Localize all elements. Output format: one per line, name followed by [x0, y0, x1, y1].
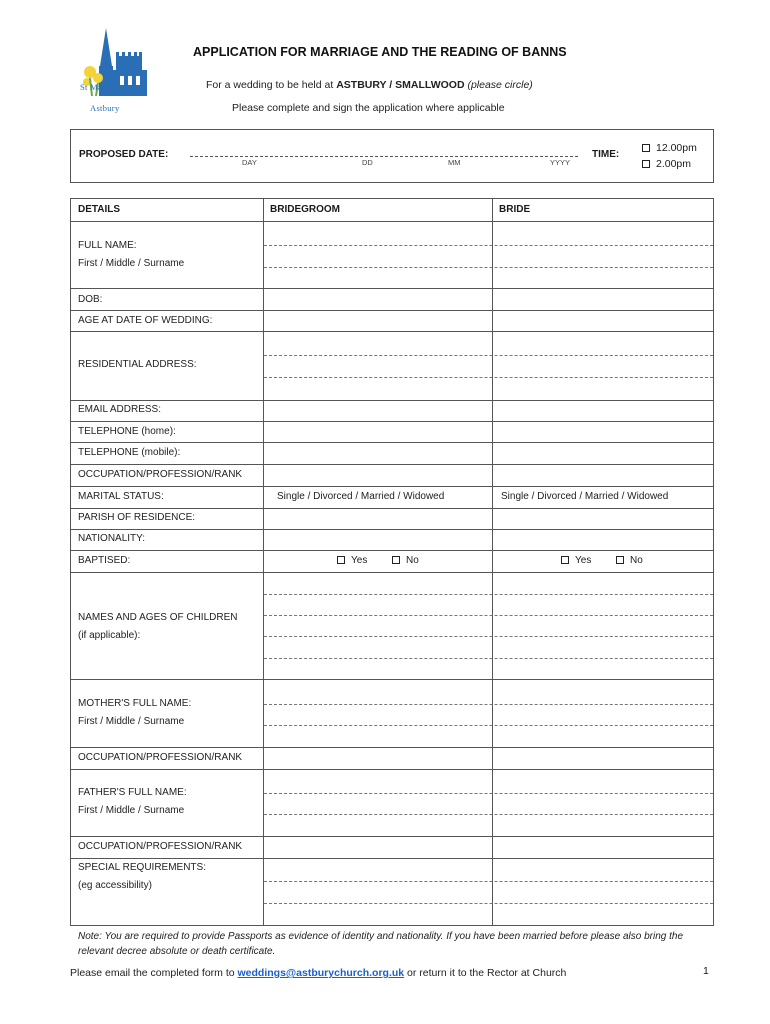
column-header-bridegroom: BRIDEGROOM [270, 204, 340, 215]
details-table [70, 198, 714, 926]
checkbox-icon[interactable] [337, 556, 345, 564]
proposed-date-label: PROPOSED DATE: [79, 149, 169, 160]
checkbox-icon[interactable] [616, 556, 624, 564]
date-day-label: DAY [242, 158, 257, 167]
page-title: APPLICATION FOR MARRIAGE AND THE READING OF BANNS [193, 45, 567, 59]
wedding-prefix: For a wedding to be held at [206, 79, 334, 91]
father-occupation-label: OCCUPATION/PROFESSION/RANK [78, 841, 243, 852]
logo-text-line2: Astbury [90, 103, 120, 113]
checkbox-icon[interactable] [642, 144, 650, 152]
marital-status-label: MARITAL STATUS: [78, 491, 164, 502]
tel-mobile-label: TELEPHONE (mobile): [78, 447, 181, 458]
proposed-date-field[interactable] [190, 156, 578, 157]
bridegroom-baptised-no[interactable]: No [392, 555, 419, 566]
mother-name-label: MOTHER'S FULL NAME: First / Middle / Surname [78, 698, 192, 727]
nationality-label: NATIONALITY: [78, 533, 146, 544]
date-yyyy-label: YYYY [550, 158, 571, 167]
instruction-text: Please complete and sign the application where applicable [232, 102, 505, 114]
bride-baptised-yes[interactable]: Yes [561, 555, 591, 566]
baptised-label: BAPTISED: [78, 555, 131, 566]
passport-note: Note: You are required to provide Passports as evidence of identity and nationality. If you have been married before please also bring the relevant decree absolute or death certificate. [78, 931, 684, 957]
column-header-bride: BRIDE [499, 204, 531, 215]
bride-baptised-no[interactable]: No [616, 555, 643, 566]
logo-text-line1: St Mary's [80, 82, 116, 92]
checkbox-icon[interactable] [642, 160, 650, 168]
email-link[interactable]: weddings@astburychurch.org.uk [237, 967, 405, 979]
occupation-label: OCCUPATION/PROFESSION/RANK [78, 469, 243, 480]
full-name-label: FULL NAME: First / Middle / Surname [78, 240, 185, 269]
wedding-venue[interactable]: ASTBURY / SMALLWOOD [336, 79, 465, 91]
special-requirements-label: SPECIAL REQUIREMENTS: (eg accessibility) [78, 862, 206, 891]
address-label: RESIDENTIAL ADDRESS: [78, 359, 197, 370]
bride-marital-options[interactable]: Single / Divorced / Married / Widowed [501, 491, 669, 502]
footer-instructions: Please email the completed form to weddings@astburychurch.org.uk or return it to the Rector at Church [70, 967, 567, 979]
wedding-hint: (please circle) [467, 79, 533, 91]
children-label: NAMES AND AGES OF CHILDREN (if applicable): [78, 612, 238, 641]
mother-occupation-label: OCCUPATION/PROFESSION/RANK [78, 752, 243, 763]
date-mm-label: MM [448, 158, 461, 167]
bridegroom-baptised-yes[interactable]: Yes [337, 555, 367, 566]
parish-label: PARISH OF RESIDENCE: [78, 512, 196, 523]
checkbox-icon[interactable] [561, 556, 569, 564]
proposed-date-section [70, 129, 714, 183]
age-label: AGE AT DATE OF WEDDING: [78, 315, 213, 326]
father-name-label: FATHER'S FULL NAME: First / Middle / Surname [78, 787, 187, 816]
page-number: 1 [703, 965, 709, 977]
checkbox-icon[interactable] [392, 556, 400, 564]
time-option-2pm[interactable]: 2.00pm [642, 158, 691, 170]
time-label: TIME: [592, 149, 620, 160]
tel-home-label: TELEPHONE (home): [78, 426, 176, 437]
bridegroom-marital-options[interactable]: Single / Divorced / Married / Widowed [277, 491, 445, 502]
time-option-12pm[interactable]: 12.00pm [642, 142, 697, 154]
column-header-details: DETAILS [78, 204, 121, 215]
dob-label: DOB: [78, 294, 103, 305]
date-dd-label: DD [362, 158, 373, 167]
wedding-location-line [206, 79, 533, 91]
email-label: EMAIL ADDRESS: [78, 404, 161, 415]
